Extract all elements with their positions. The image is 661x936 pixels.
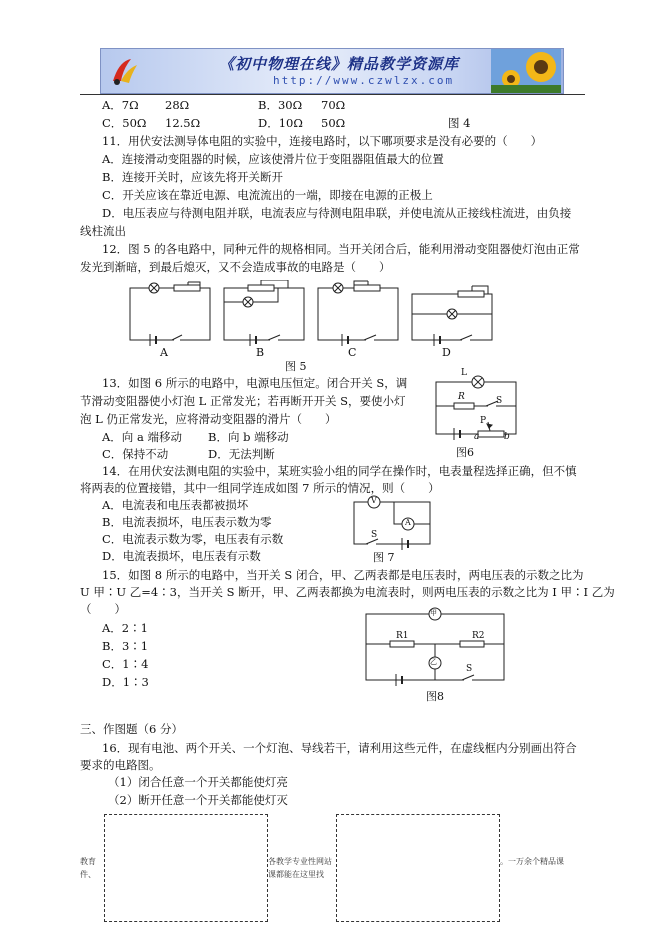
footer-text-4: 件、 xyxy=(80,870,96,879)
figure-6-label-l: L xyxy=(461,368,467,378)
header-rule xyxy=(80,94,585,95)
q13-option-d: D．无法判断 xyxy=(208,447,275,461)
figure-7 xyxy=(350,494,440,550)
q14-line-2: 将两表的位置接错，其中一组同学连成如图 7 所示的情况，则（ ） xyxy=(80,481,440,495)
figure-5-label-b: B xyxy=(256,346,265,359)
q10-option-c-value: 12.5Ω xyxy=(165,116,201,130)
q12-stem-2: 发光到渐暗，到最后熄灭，又不会造成事故的电路是（ ） xyxy=(80,260,391,274)
banner-title: 《初中物理在线》精品教学资源库 xyxy=(219,55,460,73)
q16-requirement-1: （1）闭合任意一个开关都能使灯亮 xyxy=(108,775,288,789)
q15-option-c: C．1∶4 xyxy=(102,657,149,671)
section-3-title: 三、作图题（6 分） xyxy=(80,722,183,736)
q10-option-b-value: 70Ω xyxy=(321,98,346,112)
figure-6-label-a: a xyxy=(474,432,480,442)
q14-option-a: A．电流表和电压表都被损坏 xyxy=(102,498,249,512)
q13-line-2: 节滑动变阻器使小灯泡 L 正常发光；若再断开开关 S，要使小灯 xyxy=(80,394,406,408)
logo-icon xyxy=(109,55,141,87)
figure-6-label-p: P xyxy=(480,416,487,426)
q13-line-3: 泡 L 仍正常发光，应将滑动变阻器的滑片（ ） xyxy=(80,412,337,426)
q11-option-b: B．连接开关时，应该先将开关断开 xyxy=(102,170,283,184)
q14-option-c: C．电流表示数为零，电压表有示数 xyxy=(102,532,284,546)
figure-7-switch-label: S xyxy=(371,530,378,540)
drawing-box-2[interactable] xyxy=(336,814,500,922)
figure-8-meter-jia: 甲 xyxy=(430,609,437,617)
footer-text-5: 课都能在这里找 xyxy=(268,870,324,879)
figure-8-caption: 图8 xyxy=(426,690,444,703)
figure-7-ammeter-label: A xyxy=(405,518,411,527)
figure-8-label-r1: R1 xyxy=(396,631,409,641)
figure-6-caption: 图6 xyxy=(456,446,474,459)
footer-text-2: 各教学专业性网站 xyxy=(268,857,332,866)
q10-option-b: B．30Ω xyxy=(258,98,303,112)
q16-requirement-2: （2）断开任意一个开关都能使灯灭 xyxy=(108,793,288,807)
q13-line-1: 13．如图 6 所示的电路中，电源电压恒定。闭合开关 S，调 xyxy=(102,376,408,390)
figure-5-circuits xyxy=(128,280,498,350)
q13-option-b: B．向 b 端移动 xyxy=(208,430,289,444)
q15-option-a: A．2∶1 xyxy=(102,621,148,635)
q15-line-2: U 甲∶U 乙=4∶3，当开关 S 断开，甲、乙两表都换为电流表时，则两电压表的示数之比为 I 甲∶I 乙为 xyxy=(80,585,615,599)
q15-line-1: 15．如图 8 所示的电路中，当开关 S 闭合，甲、乙两表都是电压表时，两电压表的示数之比为 xyxy=(102,568,584,582)
q16-line-1: 16．现有电池、两个开关、一个灯泡、导线若干，请利用这些元件，在虚线框内分别画出符合 xyxy=(102,741,577,755)
figure-6-label-r: R xyxy=(458,392,465,402)
q11-option-d: D．电压表应与待测电阻并联，电流表应与待测电阻串联，并使电流从正接线柱流进，由负接 xyxy=(102,206,572,220)
q15-line-3: （ ） xyxy=(80,602,126,616)
banner-url: http://www.czwlzx.com xyxy=(273,74,455,87)
q14-option-b: B．电流表损坏，电压表示数为零 xyxy=(102,515,272,529)
figure-6-label-s: S xyxy=(496,396,503,406)
figure-6-label-b: b xyxy=(504,432,510,442)
figure-8 xyxy=(360,606,510,688)
q11-stem: 11．用伏安法测导体电阻的实验中，连接电路时，以下哪项要求是没有必要的（ ） xyxy=(102,134,543,148)
figure-5-label-c: C xyxy=(348,346,357,359)
q11-option-c: C．开关应该在靠近电源、电流流出的一端，即接在电源的正极上 xyxy=(102,188,433,202)
header-banner xyxy=(100,48,564,94)
q13-option-a: A．向 a 端移动 xyxy=(102,430,182,444)
q11-option-a: A．连接滑动变阻器的时候，应该使滑片位于变阻器阻值最大的位置 xyxy=(102,152,444,166)
q10-option-a: A．7Ω xyxy=(102,98,139,112)
figure-7-caption: 图 7 xyxy=(373,551,395,564)
figure-4-caption: 图 4 xyxy=(448,116,471,130)
q10-option-c: C．50Ω xyxy=(102,116,147,130)
figure-7-voltmeter-label: V xyxy=(371,496,377,505)
figure-5-caption: 图 5 xyxy=(285,360,307,373)
q15-option-d: D．1∶3 xyxy=(102,675,149,689)
drawing-box-1[interactable] xyxy=(104,814,268,922)
figure-5-label-a: A xyxy=(160,346,168,359)
q10-option-d-value: 50Ω xyxy=(321,116,346,130)
figure-7-circuit xyxy=(350,494,440,550)
figure-8-label-r2: R2 xyxy=(472,631,485,641)
q15-option-b: B．3∶1 xyxy=(102,639,149,653)
q14-line-1: 14．在用伏安法测电阻的实验中，某班实验小组的同学在操作时，电表量程选择正确，但不慎 xyxy=(102,464,577,478)
sunflower-icon xyxy=(491,49,561,93)
q12-stem-1: 12．图 5 的各电路中，同种元件的规格相同。当开关闭合后，能利用滑动变阻器使灯泡由正常 xyxy=(102,242,580,256)
figure-5 xyxy=(128,280,498,350)
q10-option-a-value: 28Ω xyxy=(165,98,190,112)
q16-line-2: 要求的电路图。 xyxy=(80,758,161,772)
figure-8-circuit xyxy=(360,606,510,688)
q14-option-d: D．电流表损坏，电压表有示数 xyxy=(102,549,261,563)
q11-option-d-cont: 线柱流出 xyxy=(80,224,126,238)
figure-8-label-s: S xyxy=(466,664,473,674)
footer-text-3: 。一万余个精品课 xyxy=(500,857,564,866)
figure-5-label-d: D xyxy=(442,346,451,359)
footer-text-1: 教育 xyxy=(80,857,96,866)
q13-option-c: C．保持不动 xyxy=(102,447,169,461)
q10-option-d: D．10Ω xyxy=(258,116,303,130)
figure-8-meter-yi: 乙 xyxy=(430,658,437,666)
